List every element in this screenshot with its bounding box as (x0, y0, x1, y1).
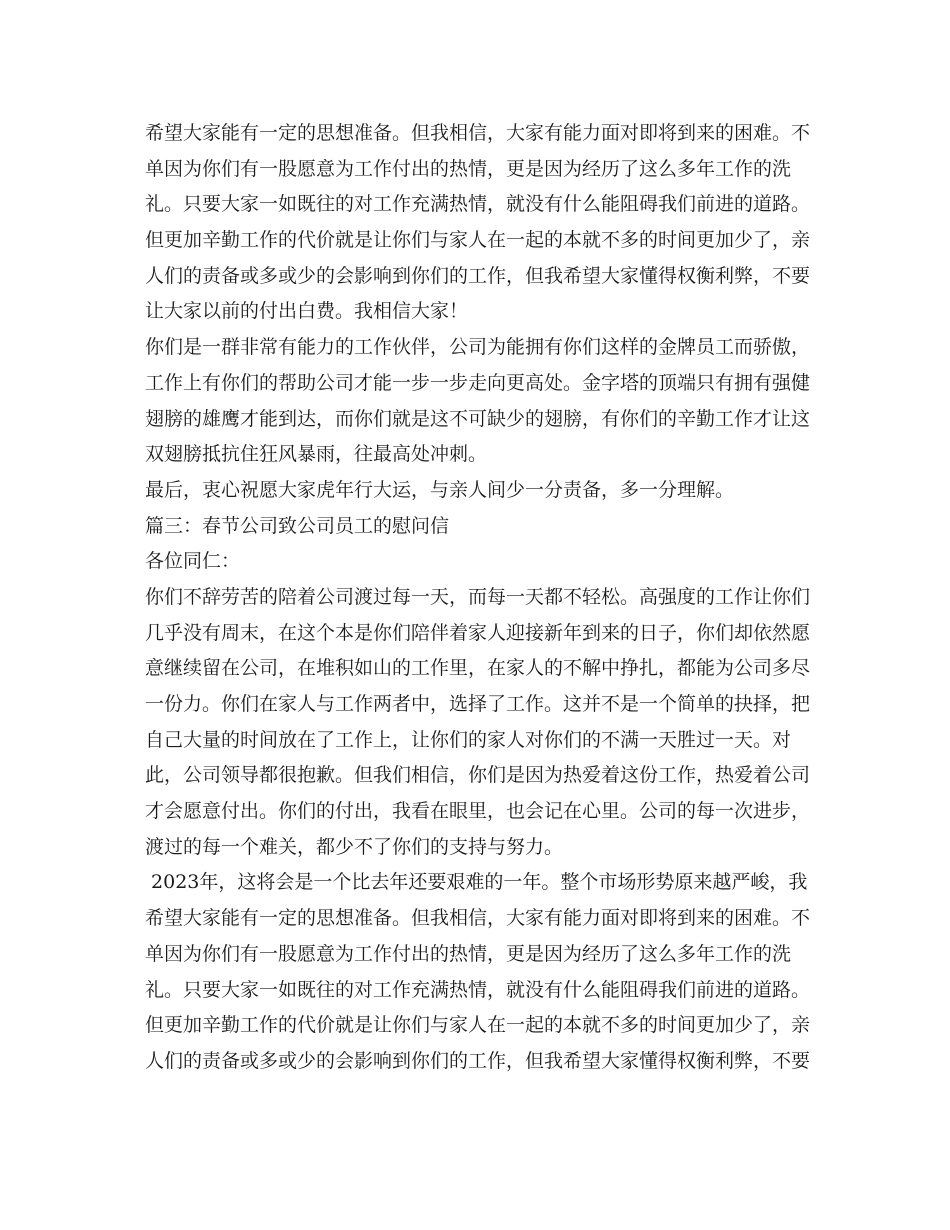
text-line: 你们是一群非常有能力的工作伙伴，公司为能拥有你们这样的金牌员工而骄傲， (145, 336, 811, 359)
document-body (145, 116, 811, 1080)
salutation: 各位同仁： (145, 550, 241, 573)
text-line: 2023年，这将会是一个比去年还要艰难的一年。整个市场形势原来越严峻，我 (145, 871, 808, 894)
text-line: 自己大量的时间放在了工作上，让你们的家人对你们的不满一天胜过一天。对 (145, 728, 792, 751)
text-line: 希望大家能有一定的思想准备。但我相信，大家有能力面对即将到来的困难。不 (145, 907, 811, 930)
text-line: 才会愿意付出。你们的付出，我看在眼里，也会记在心里。公司的每一次进步， (145, 800, 811, 823)
text-line: 工作上有你们的帮助公司才能一步一步走向更高处。金字塔的顶端只有拥有强健 (145, 371, 811, 394)
text-line: 双翅膀抵抗住狂风暴雨，往最高处冲刺。 (145, 443, 488, 466)
text-line: 渡过的每一个难关，都少不了你们的支持与努力。 (145, 835, 564, 858)
text-line: 此，公司领导都很抱歉。但我们相信，你们是因为热爱着这份工作，热爱着公司 (145, 764, 811, 787)
text-line: 人们的责备或多或少的会影响到你们的工作，但我希望大家懂得权衡利弊，不要 (145, 1049, 811, 1072)
text-line: 让大家以前的付出白费。我相信大家！ (145, 300, 469, 323)
text-line: 礼。只要大家一如既往的对工作充满热情，就没有什么能阻碍我们前进的道路。 (145, 193, 811, 216)
text-line: 单因为你们有一股愿意为工作付出的热情，更是因为经历了这么多年工作的洗 (145, 942, 792, 965)
text-line: 但更加辛勤工作的代价就是让你们与家人在一起的本就不多的时间更加少了，亲 (145, 229, 811, 252)
section-heading: 篇三：春节公司致公司员工的慰问信 (145, 514, 450, 537)
text-line: 希望大家能有一定的思想准备。但我相信，大家有能力面对即将到来的困难。不 (145, 122, 811, 144)
text-line: 单因为你们有一股愿意为工作付出的热情，更是因为经历了这么多年工作的洗 (145, 157, 792, 180)
text-line: 最后，衷心祝愿大家虎年行大运，与亲人间少一分责备，多一分理解。 (145, 478, 735, 501)
text-line: 翅膀的雄鹰才能到达，而你们就是这不可缺少的翅膀，有你们的辛勤工作才让这 (145, 407, 811, 430)
text-line: 你们不辞劳苦的陪着公司渡过每一天，而每一天都不轻松。高强度的工作让你们 (145, 585, 811, 608)
text-line: 礼。只要大家一如既往的对工作充满热情，就没有什么能阻碍我们前进的道路。 (145, 978, 811, 1001)
text-line: 一份力。你们在家人与工作两者中，选择了工作。这并不是一个简单的抉择，把 (145, 693, 811, 715)
text-line: 人们的责备或多或少的会影响到你们的工作，但我希望大家懂得权衡利弊，不要 (145, 264, 811, 287)
text-line: 几乎没有周末，在这个本是你们陪伴着家人迎接新年到来的日子，你们却依然愿 (145, 621, 811, 644)
text-line: 意继续留在公司，在堆积如山的工作里，在家人的不解中挣扎，都能为公司多尽 (145, 657, 811, 680)
text-line: 但更加辛勤工作的代价就是让你们与家人在一起的本就不多的时间更加少了，亲 (145, 1014, 811, 1037)
